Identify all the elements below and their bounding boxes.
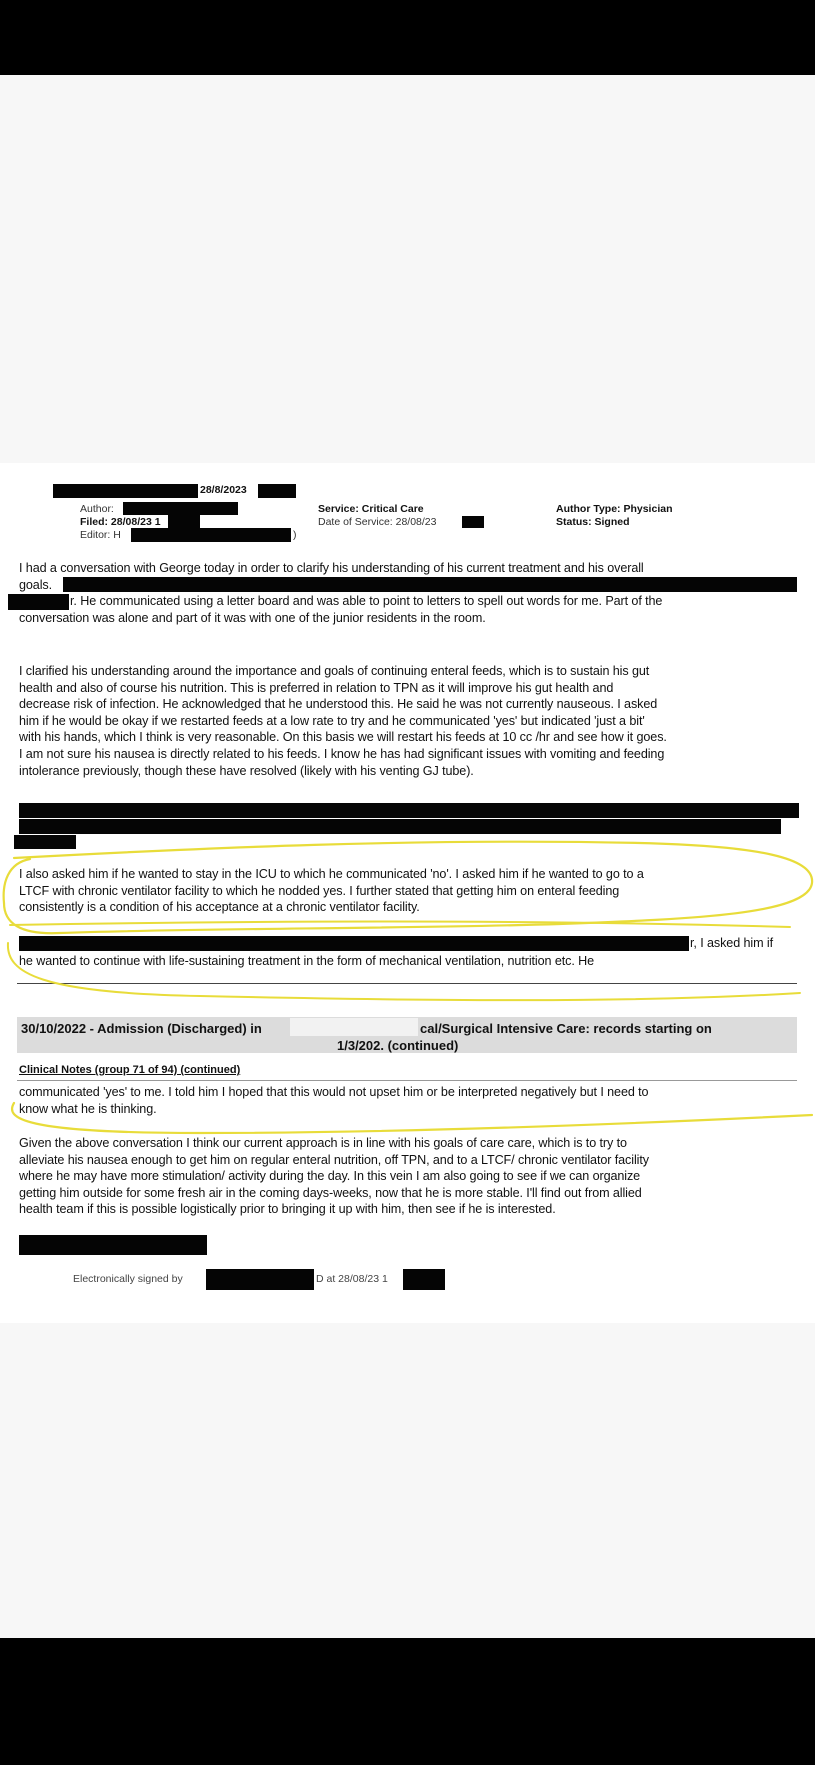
text-line: r. He communicated using a letter board and was able to point to letters to spell out words for me. Part of the [70,594,663,609]
redaction-block [19,1235,207,1255]
clinical-notes-label: Clinical Notes (group 71 of 94) (continued) [19,1064,241,1076]
date-of-service-field: Date of Service: 28/08/23 [318,516,437,528]
redaction-block [19,819,781,834]
redaction-block [403,1269,445,1290]
redaction-block [258,484,296,498]
text-line: alleviate his nausea enough to get him on regular enteral nutrition, off TPN, and to a LTCF/ chronic ventilator facility [19,1152,649,1167]
clinical-document-page [0,463,815,1323]
paragraph-intro [19,560,809,626]
text-line: communicated 'yes' to me. I told him I hoped that this would not upset him or be interpreted negatively but I need to [19,1085,649,1099]
text-line: know what he is thinking. [19,1101,157,1116]
redaction-block [8,594,69,610]
editor-field: Editor: H [80,529,121,541]
text-line: Given the above conversation I think our current approach is in line with his goals of care care, which is to try to [19,1136,627,1150]
text-line: intolerance previously, though these have resolved (likely with his venting GJ tube). [19,763,474,778]
redaction-smudge [290,1018,418,1036]
redaction-block [14,835,76,849]
paragraph-icu-ltcf [19,866,809,916]
signature-prefix: Electronically signed by [73,1273,183,1285]
paragraph-conclusion [19,1135,809,1218]
redaction-block [206,1269,314,1290]
text-line: he wanted to continue with life-sustaining treatment in the form of mechanical ventilation, nutrition etc. He [19,954,595,968]
text-line: getting him outside for some fresh air in the coming days-weeks, now that he is more stable. I'll find out from allied [19,1185,642,1200]
text-line: conversation was alone and part of it was with one of the junior residents in the room. [19,610,486,625]
author-field: Author: [80,503,114,515]
admission-header-left: 30/10/2022 - Admission (Discharged) in [21,1021,262,1036]
redaction-block [63,577,797,592]
admission-header-right: cal/Surgical Intensive Care: records starting on [420,1021,712,1036]
admission-header-continued: 1/3/202. (continued) [337,1038,459,1053]
service-field: Service: Critical Care [318,503,424,515]
paragraph-enteral-feeds [19,663,809,779]
redaction-block [168,515,200,528]
bottom-black-band [0,1638,815,1765]
author-type-field: Author Type: Physician [556,503,673,515]
redaction-block [19,803,799,818]
redaction-block [462,516,484,528]
note-date: 28/8/2023 [200,484,247,496]
text-line: I had a conversation with George today in order to clarify his understanding of his current treatment and his overall [19,561,644,575]
signature-timestamp: D at 28/08/23 1 [316,1273,388,1285]
text-line: goals. [19,577,53,592]
text-line: where he may have more stimulation/ activity during the day. In this vein I am also going to see if we can organize [19,1169,641,1184]
text-line: LTCF with chronic ventilator facility to which he nodded yes. I further stated that getting him on enteral feeding [19,883,620,898]
text-line: I am not sure his nausea is directly related to his feeds. I know he has had significant issues with vomiting and feeding [19,746,665,761]
status-field: Status: Signed [556,516,630,528]
redaction-block [19,936,689,951]
text-line: consistently is a condition of his acceptance at a chronic ventilator facility. [19,900,420,915]
text-line: him if he would be okay if we restarted feeds at a low rate to try and he communicated 'yes' but indicated 'just a bit' [19,713,645,728]
text-line: r, I asked him if [690,936,773,950]
text-line: I also asked him if he wanted to stay in the ICU to which he communicated 'no'. I asked him if he wanted to go to a [19,867,644,881]
paragraph-continued [19,1084,809,1117]
text-line: decrease risk of infection. He acknowledged that he understood this. He said he was not currently nauseous. I asked [19,697,658,712]
filed-field: Filed: 28/08/23 1 [80,516,161,528]
redaction-block [53,484,198,498]
page-break-line [17,983,797,984]
text-line: health and also of course his nutrition. This is preferred in relation to TPN as it will improve his gut health and [19,680,614,695]
text-line: with his hands, which I think is very reasonable. On this basis we will restart his feeds at 10 cc /hr and see how it goes. [19,730,667,745]
section-divider [17,1080,797,1081]
redaction-block [123,502,238,515]
editor-tail: ) [293,529,297,541]
top-black-band [0,0,815,75]
text-line: I clarified his understanding around the importance and goals of continuing enteral feeds, which is to sustain his gut [19,664,650,678]
text-line: health team if this is possible logistically prior to bringing it up with him, then see if he is interested. [19,1202,556,1217]
redaction-block [131,528,291,542]
